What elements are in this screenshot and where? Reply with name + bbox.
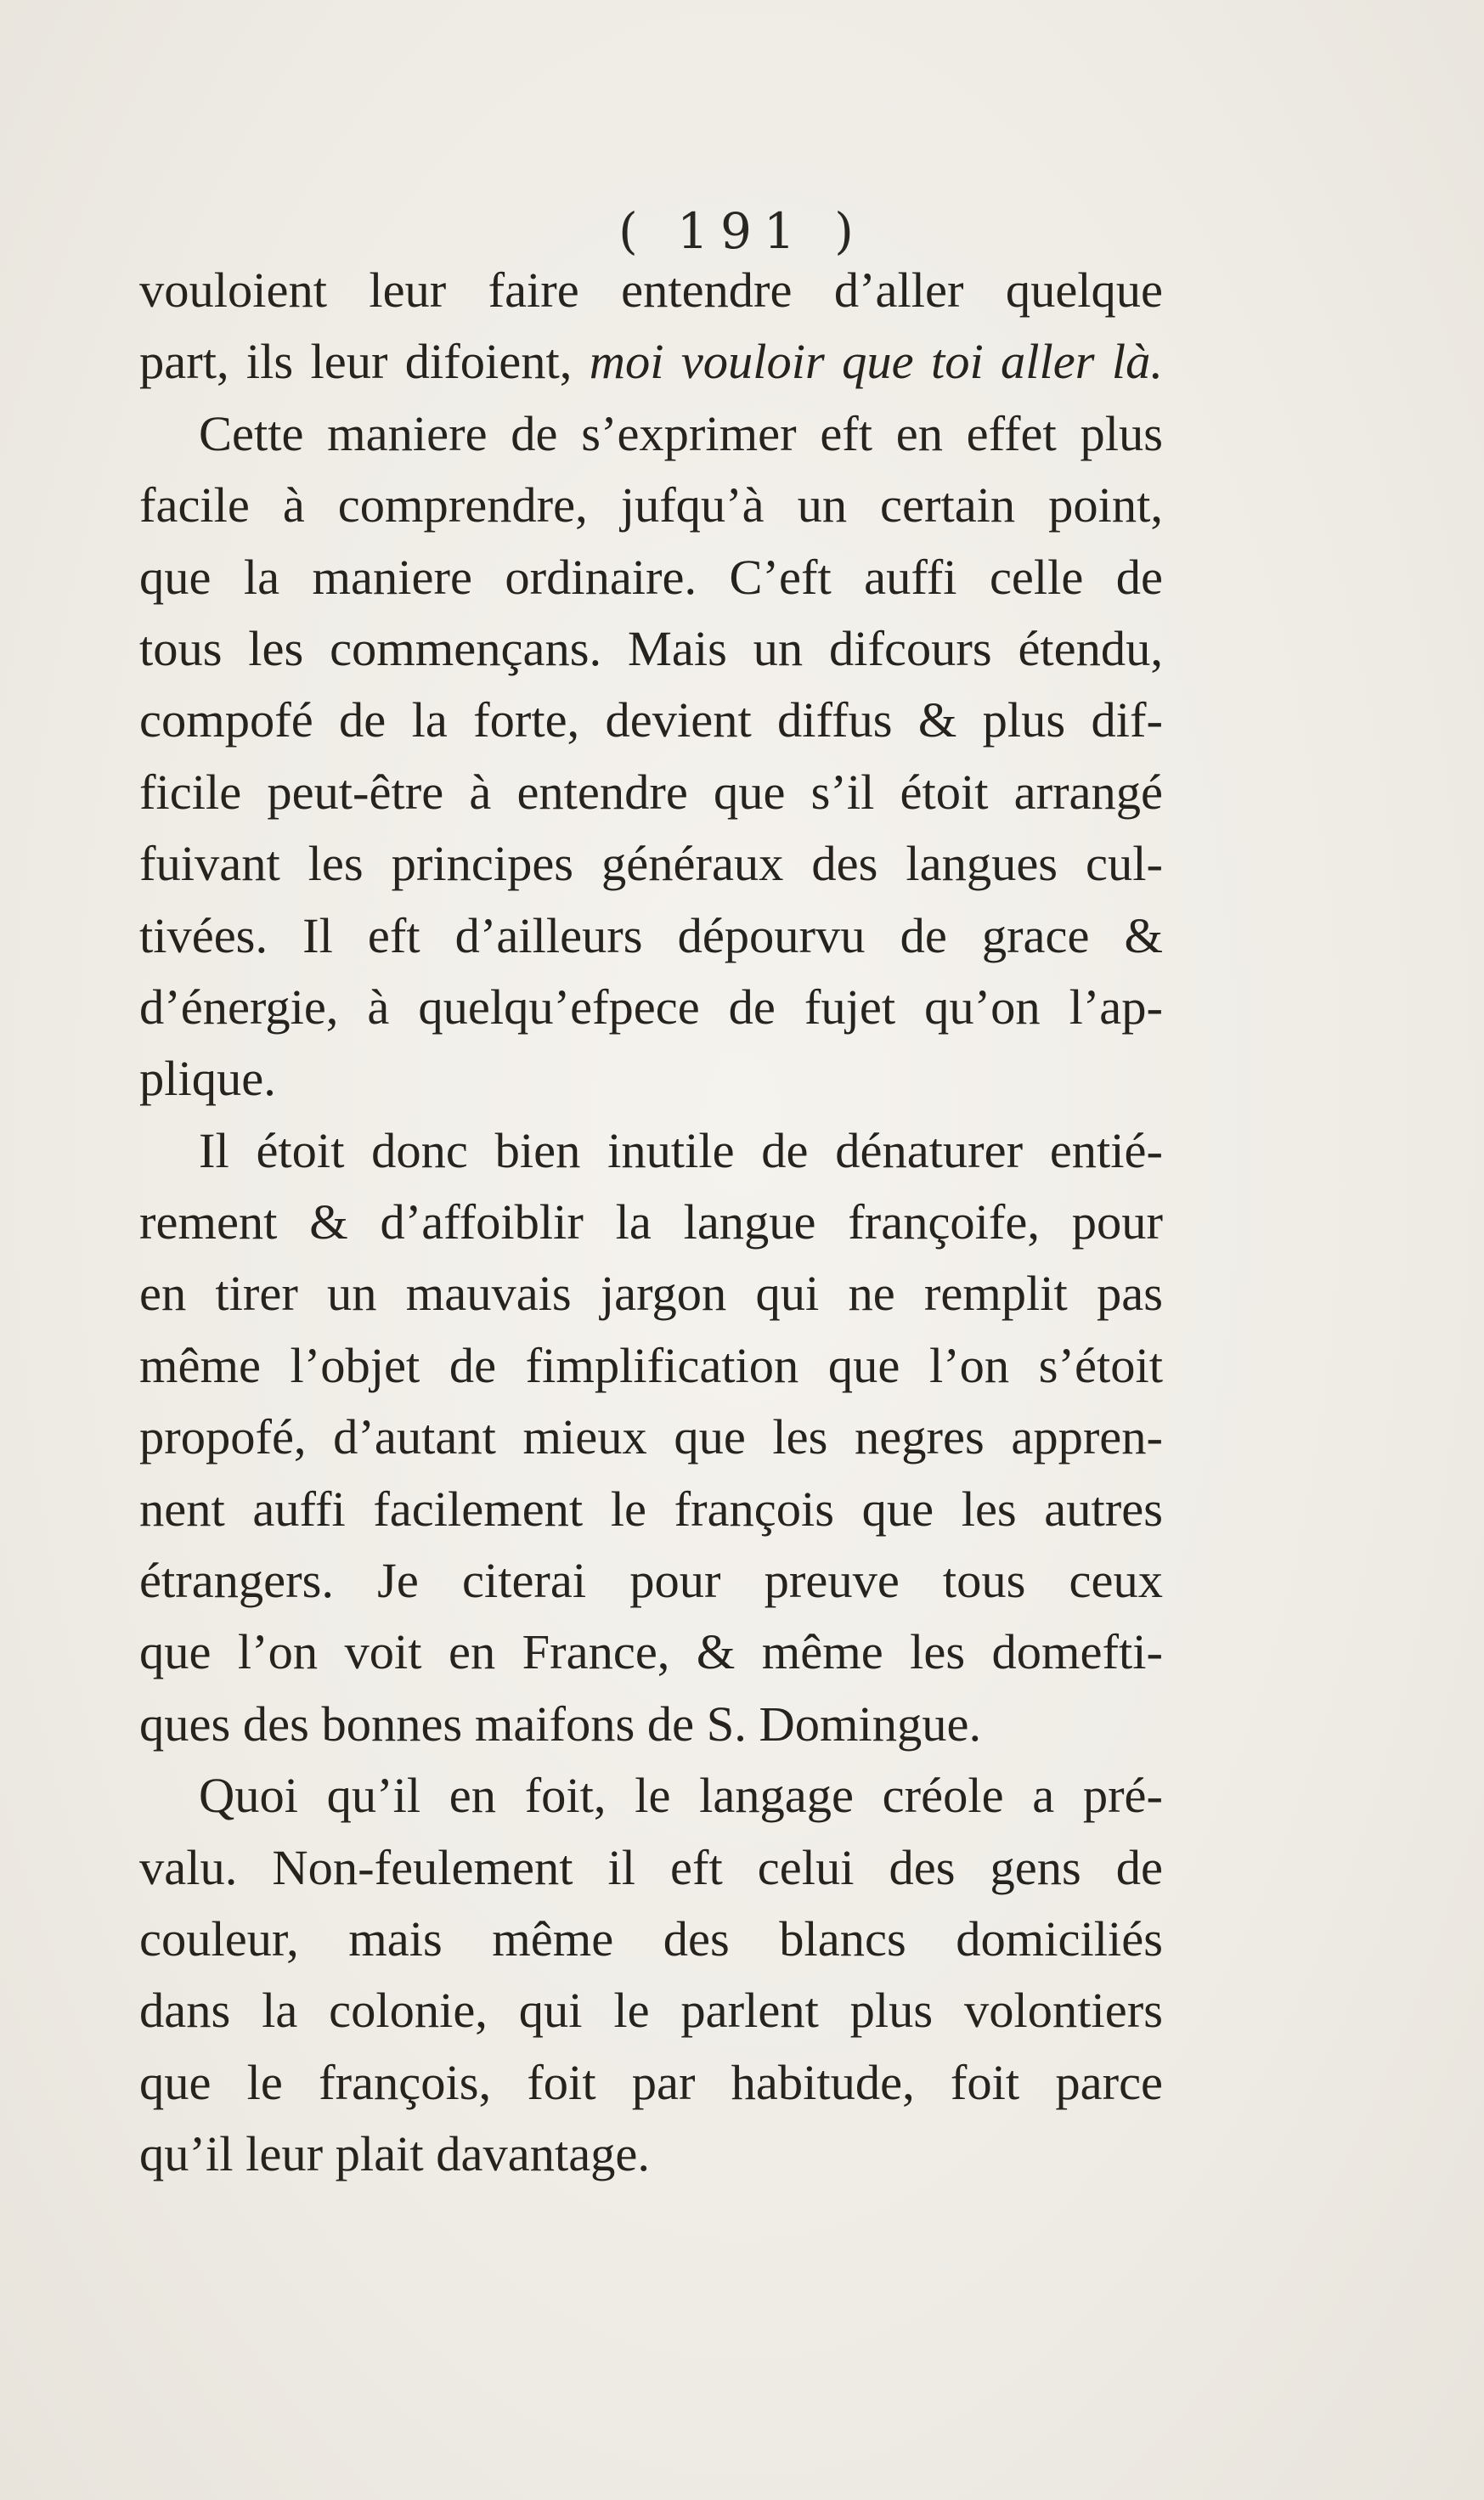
paragraph-start-line: Il étoit donc bien inutile de dénaturer entié- bbox=[199, 1122, 1163, 1178]
text-line: compofé de la forte, devient diffus & plus dif- bbox=[139, 692, 1163, 748]
text-segment: part, ils leur difoient, bbox=[139, 334, 590, 390]
paragraph-start-line: Quoi qu’il en foit, le langage créole a pré- bbox=[199, 1768, 1163, 1824]
paragraph-end-line: plique. bbox=[139, 1051, 276, 1107]
text-line: d’énergie, à quelqu’efpece de fujet qu’on l’ap- bbox=[139, 979, 1163, 1035]
text-line: tivées. Il eft d’ailleurs dépourvu de grace & bbox=[139, 907, 1163, 963]
text-line: étrangers. Je citerai pour preuve tous ceux bbox=[139, 1553, 1163, 1609]
paragraph-start-line: Cette maniere de s’exprimer eft en effet plus bbox=[199, 405, 1163, 461]
text-line: que la maniere ordinaire. C’eft auffi celle de bbox=[139, 549, 1163, 605]
text-line: facile à comprendre, jufqu’à un certain point, bbox=[139, 477, 1163, 533]
text-line: même l’objet de fimplification que l’on s’étoit bbox=[139, 1337, 1163, 1393]
page-number: ( 191 ) bbox=[618, 202, 866, 260]
text-line: dans la colonie, qui le parlent plus volontiers bbox=[139, 1983, 1163, 2039]
paragraph-end-line: ques des bonnes maifons de S. Domingue. bbox=[139, 1696, 982, 1752]
text-line: couleur, mais même des blancs domiciliés bbox=[139, 1910, 1163, 1967]
text-line bbox=[139, 326, 1163, 398]
text-line: en tirer un mauvais jargon qui ne remplit pas bbox=[139, 1266, 1163, 1322]
text-line: ficile peut-être à entendre que s’il étoit arrangé bbox=[139, 764, 1163, 820]
text-line: fuivant les principes généraux des langues cul- bbox=[139, 836, 1163, 892]
italic-quote: moi vouloir que toi aller là. bbox=[589, 334, 1163, 390]
text-line: vouloient leur faire entendre d’aller quelque bbox=[139, 262, 1163, 318]
text-line: que l’on voit en France, & même les domefti- bbox=[139, 1624, 1163, 1680]
text-line: propofé, d’autant mieux que les negres appren- bbox=[139, 1409, 1163, 1465]
paragraph-end-line: qu’il leur plait davantage. bbox=[139, 2126, 651, 2182]
body-text bbox=[139, 255, 1163, 2191]
text-line: nent auffi facilement le françois que les autres bbox=[139, 1481, 1163, 1537]
text-line: rement & d’affoiblir la langue françoife, pour bbox=[139, 1194, 1163, 1250]
text-line: que le françois, foit par habitude, foit parce bbox=[139, 2054, 1163, 2110]
text-line: tous les commençans. Mais un difcours étendu, bbox=[139, 620, 1163, 676]
text-line: valu. Non-feulement il eft celui des gens de bbox=[139, 1839, 1163, 1895]
